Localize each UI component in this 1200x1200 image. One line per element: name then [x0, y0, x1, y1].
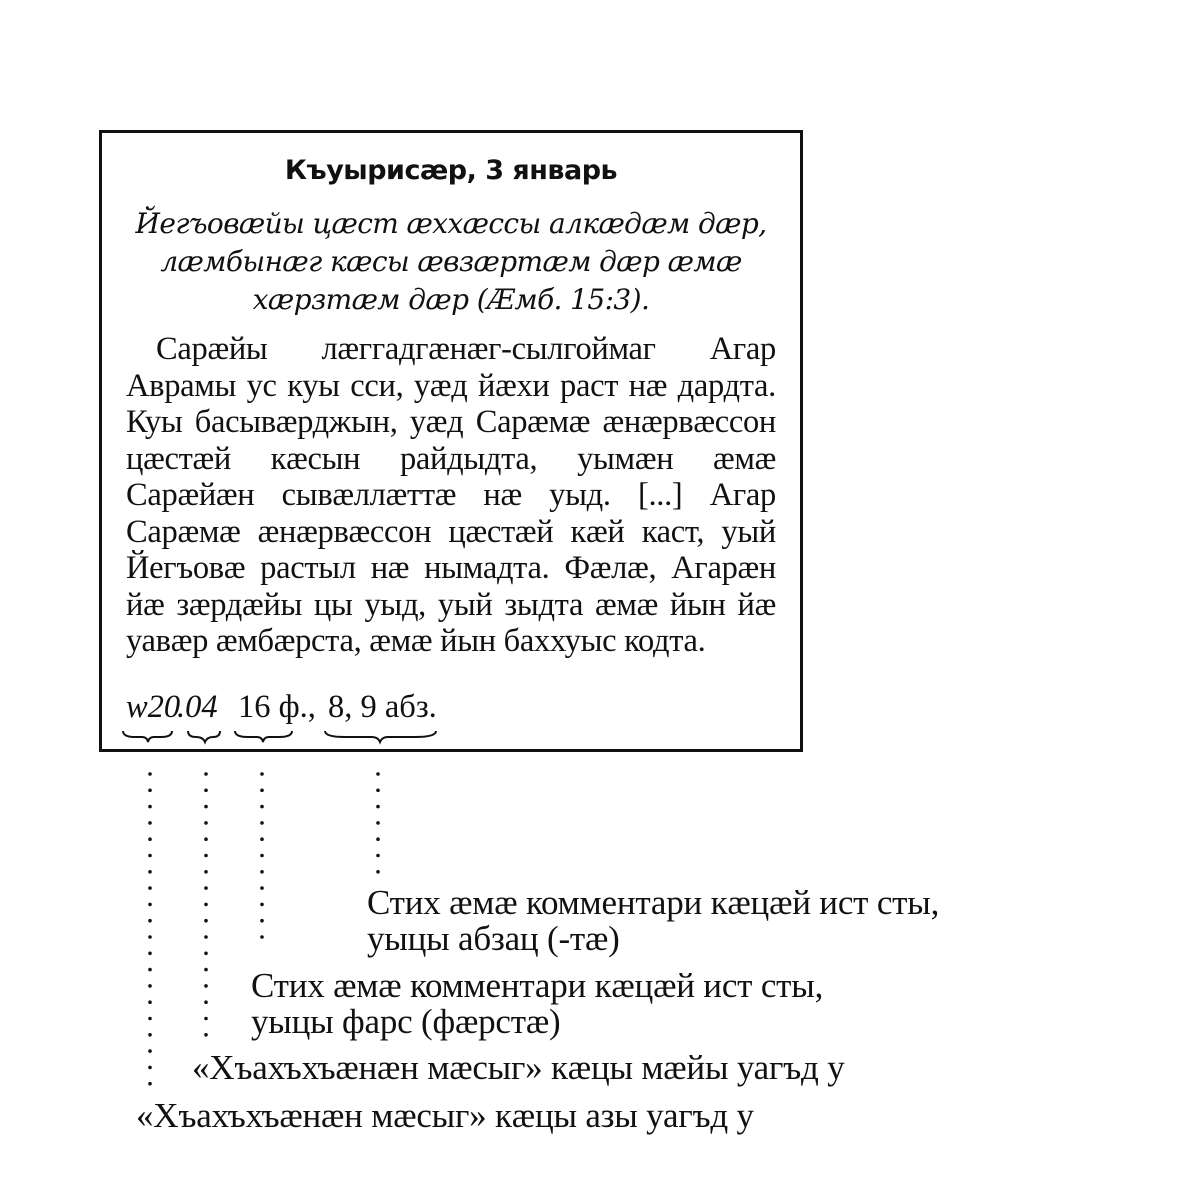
leader-dot: [376, 837, 380, 841]
leader-dot: [376, 805, 380, 809]
leader-dot: [204, 805, 208, 809]
leader-dot: [204, 821, 208, 825]
day-title: Къуырисæр, 3 январь: [284, 155, 618, 186]
leader-dot: [260, 870, 264, 874]
leader-dot: [204, 886, 208, 890]
leader-dot: [148, 984, 152, 988]
brace-publication: [123, 731, 172, 742]
leader-dot: [260, 903, 264, 907]
leader-dot: [204, 772, 208, 776]
leader-dot: [148, 903, 152, 907]
ref-page: 16 ф.,: [238, 689, 316, 725]
leader-dot: [148, 886, 152, 890]
leader-paragraphs: [376, 772, 380, 873]
leader-dot: [148, 968, 152, 972]
leader-dot: [260, 837, 264, 841]
leader-dot: [376, 789, 380, 793]
leader-dot: [148, 935, 152, 939]
page-note-line1: Стих æмæ комментари кæцæй ист сты,: [251, 966, 824, 1005]
ref-publication: w20: [126, 689, 181, 725]
leader-dot: [260, 789, 264, 793]
leader-dot: [204, 854, 208, 858]
leader-dot: [148, 1017, 152, 1021]
leader-dot: [148, 1000, 152, 1004]
leader-year: [148, 772, 152, 1085]
leader-dot: [204, 935, 208, 939]
issue-note: «Хъахъхъæнæн мæсыг» кæцы мæйы уагъд у: [192, 1048, 845, 1087]
leader-dot: [376, 772, 380, 776]
brace-issue: [188, 731, 220, 742]
leader-dot: [260, 919, 264, 923]
leader-dot: [204, 919, 208, 923]
leader-dot: [148, 789, 152, 793]
leader-dot: [376, 854, 380, 858]
leader-dot: [148, 919, 152, 923]
leader-page: [260, 772, 264, 939]
leader-dot: [204, 1000, 208, 1004]
leader-dot: [260, 805, 264, 809]
leader-dot: [204, 1017, 208, 1021]
leader-dot: [260, 935, 264, 939]
leader-dot: [148, 837, 152, 841]
leader-dot: [204, 870, 208, 874]
leader-dot: [148, 1049, 152, 1053]
brace-page: [235, 731, 292, 742]
comment-text: Сарæйы лæггадгæнæг-сылгоймаг Агар Аврамы ус куы сси, уæд йæхи раст нæ дардта. Куы басывæрджын, уæд Сарæмæ æнæрвæссон цæстæй кæсын райдыдта, уымæн æмæ Сарæйæн сывæллæттæ нæ уыд. [...] Агар Сарæмæ æнæрвæссон цæстæй кæй каст, уый Йегъовæ растыл нæ нымадта. Фæлæ, Агарæн йæ зæрдæйы цы уыд, уый зыдта æмæ йын йæ уавæр æмбæрста, æмæ йын баххуыс кодта.: [126, 331, 776, 659]
paragraphs-note-line2: уыцы абзац (-тæ): [367, 919, 620, 958]
paragraphs-note-line1: Стих æмæ комментари кæцæй ист сты,: [367, 883, 940, 922]
leader-dot: [204, 1033, 208, 1037]
scripture-verse: Йегъовæйы цæст æххæссы алкæдæм дæр, лæмбынæг кæсы æвзæртæм дæр æмæ хæрзтæм дæр (Æмб. 15:3).: [135, 207, 767, 316]
leader-dot: [148, 772, 152, 776]
leader-dot: [148, 870, 152, 874]
leader-dot: [260, 772, 264, 776]
leader-dot: [376, 821, 380, 825]
ref-paragraphs: 8, 9 абз.: [328, 689, 437, 725]
leader-dot: [148, 821, 152, 825]
leader-dot: [148, 805, 152, 809]
leader-dot: [148, 1082, 152, 1086]
leader-dot: [260, 854, 264, 858]
leader-dot: [260, 821, 264, 825]
brace-paragraphs: [325, 731, 436, 742]
leader-issue: [204, 772, 208, 1036]
leader-dot: [376, 870, 380, 874]
leader-dot: [204, 968, 208, 972]
leader-dot: [148, 854, 152, 858]
page-note-line2: уыцы фарс (фæрстæ): [251, 1002, 561, 1041]
leader-dot: [204, 837, 208, 841]
leader-dot: [148, 1033, 152, 1037]
leader-dot: [204, 903, 208, 907]
leader-dot: [148, 1066, 152, 1070]
leader-dot: [204, 952, 208, 956]
year-note: «Хъахъхъæнæн мæсыг» кæцы азы уагъд у: [136, 1096, 754, 1135]
leader-dot: [260, 886, 264, 890]
leader-dot: [204, 789, 208, 793]
ref-issue: .04: [177, 689, 218, 725]
leader-dot: [204, 984, 208, 988]
leader-dot: [148, 952, 152, 956]
